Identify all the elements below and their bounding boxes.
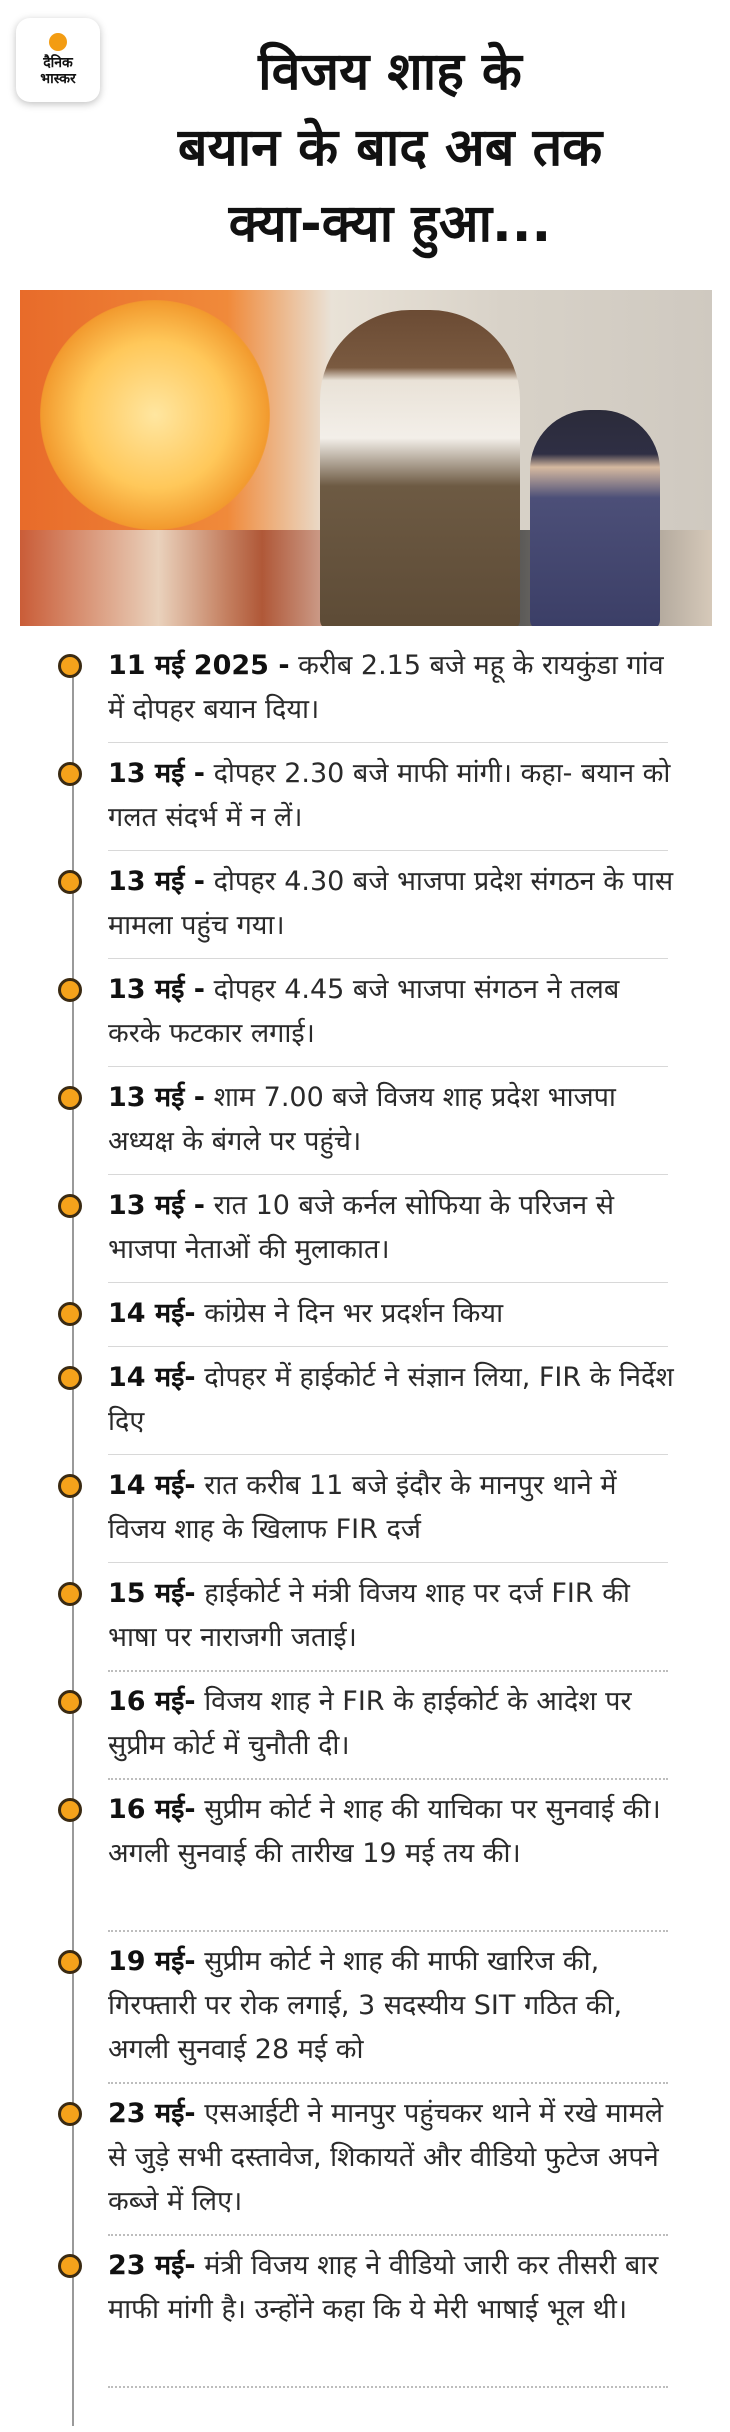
bullet-dot-icon [58,1194,82,1218]
item-separator [108,2234,668,2236]
timeline-description: शाम 7.00 बजे विजय शाह प्रदेश भाजपा अध्यक्ष के बंगले पर पहुंचे। [108,1082,616,1157]
timeline-date: 19 मई- [108,1946,196,1977]
timeline-description: करीब 2.15 बजे महू के रायकुंडा गांव में दोपहर बयान दिया। [108,650,664,725]
timeline-item-text [108,1788,676,1876]
timeline-description: रात करीब 11 बजे इंदौर के मानपुर थाने में विजय शाह के खिलाफ FIR दर्ज [108,1470,617,1545]
bullet-dot-icon [58,870,82,894]
timeline-date: 14 मई- [108,1298,196,1329]
timeline-date: 14 मई- [108,1362,196,1393]
timeline-description: सुप्रीम कोर्ट ने शाह की माफी खारिज की, गिरफ्तारी पर रोक लगाई, 3 सदस्यीय SIT गठित की, अगली सुनवाई 28 मई को [108,1946,623,2065]
timeline [0,630,730,2432]
item-separator [108,1562,668,1563]
logo-line-1: दैनिक [43,55,73,71]
timeline-description: विजय शाह ने FIR के हाईकोर्ट के आदेश पर सुप्रीम कोर्ट में चुनौती दी। [108,1686,632,1761]
timeline-date: 15 मई- [108,1578,196,1609]
item-separator [108,1930,668,1932]
timeline-description: दोपहर 4.30 बजे भाजपा प्रदेश संगठन के पास मामला पहुंच गया। [108,866,674,941]
timeline-item-text [108,1076,676,1164]
bullet-dot-icon [58,1690,82,1714]
timeline-date: 16 मई- [108,1686,196,1717]
timeline-description: रात 10 बजे कर्नल सोफिया के परिजन से भाजपा नेताओं की मुलाकात। [108,1190,615,1265]
timeline-item-text [108,644,676,732]
item-separator [108,1346,668,1347]
timeline-date: 16 मई- [108,1794,196,1825]
timeline-line [72,666,74,2426]
timeline-date: 23 मई- [108,2250,196,2281]
timeline-item-text [108,1572,676,1660]
item-separator [108,850,668,851]
timeline-item-text [108,968,676,1056]
title-line-1: विजय शाह के [258,42,522,102]
timeline-date: 13 मई - [108,974,205,1005]
item-separator [108,1066,668,1067]
bullet-dot-icon [58,978,82,1002]
bullet-dot-icon [58,762,82,786]
timeline-description: मंत्री विजय शाह ने वीडियो जारी कर तीसरी बार माफी मांगी है। उन्होंने कहा कि ये मेरी भाषाई भूल थी। [108,2250,659,2325]
timeline-date: 13 मई - [108,758,205,789]
bullet-dot-icon [58,1366,82,1390]
timeline-item-text [108,1356,676,1444]
item-separator [108,742,668,743]
banner-sun-graphic [40,300,270,530]
timeline-item-text [108,1184,676,1272]
timeline-item-text [108,752,676,840]
bullet-dot-icon [58,1086,82,1110]
news-photo [20,290,712,626]
timeline-item-text [108,1680,676,1768]
item-separator [108,1670,668,1672]
timeline-date: 23 मई- [108,2098,196,2129]
bullet-dot-icon [58,2102,82,2126]
timeline-description: दोपहर 2.30 बजे माफी मांगी। कहा- बयान को गलत संदर्भ में न लें। [108,758,671,833]
sun-icon [49,33,67,51]
logo-line-2: भास्कर [40,71,76,87]
bullet-dot-icon [58,654,82,678]
timeline-description: कांग्रेस ने दिन भर प्रदर्शन किया [204,1298,504,1329]
item-separator [108,2082,668,2084]
title-line-3: क्या-क्या हुआ... [228,194,552,254]
bullet-dot-icon [58,1582,82,1606]
header [0,0,730,290]
timeline-description: सुप्रीम कोर्ट ने शाह की याचिका पर सुनवाई की। अगली सुनवाई की तारीख 19 मई तय की। [108,1794,661,1869]
item-separator [108,1282,668,1283]
timeline-date: 13 मई - [108,1190,205,1221]
bullet-dot-icon [58,1950,82,1974]
bystander-figure [530,410,660,626]
item-separator [108,958,668,959]
item-separator [108,2386,668,2388]
bullet-dot-icon [58,2254,82,2278]
page-title [90,34,690,262]
timeline-description: दोपहर में हाईकोर्ट ने संज्ञान लिया, FIR के निर्देश दिए [108,1362,674,1437]
timeline-date: 14 मई- [108,1470,196,1501]
timeline-description: एसआईटी ने मानपुर पहुंचकर थाने में रखे मामले से जुड़े सभी दस्तावेज, शिकायतें और वीडियो फुटेज अपने कब्जे में लिए। [108,2098,664,2217]
item-separator [108,1778,668,1780]
timeline-item-text [108,2244,676,2332]
item-separator [108,1454,668,1455]
timeline-item-text [108,2092,676,2224]
timeline-item-text [108,1940,676,2072]
timeline-description: हाईकोर्ट ने मंत्री विजय शाह पर दर्ज FIR की भाषा पर नाराजगी जताई। [108,1578,630,1653]
dainik-bhaskar-logo[interactable] [16,18,100,102]
timeline-item-text [108,1464,676,1552]
item-separator [108,1174,668,1175]
bullet-dot-icon [58,1302,82,1326]
bullet-dot-icon [58,1798,82,1822]
speaker-figure [320,310,520,626]
bullet-dot-icon [58,1474,82,1498]
timeline-date: 11 मई 2025 - [108,650,290,681]
timeline-date: 13 मई - [108,1082,205,1113]
timeline-description: दोपहर 4.45 बजे भाजपा संगठन ने तलब करके फटकार लगाई। [108,974,620,1049]
timeline-item-text [108,1292,676,1336]
timeline-item-text [108,860,676,948]
timeline-date: 13 मई - [108,866,205,897]
title-line-2: बयान के बाद अब तक [177,118,603,178]
